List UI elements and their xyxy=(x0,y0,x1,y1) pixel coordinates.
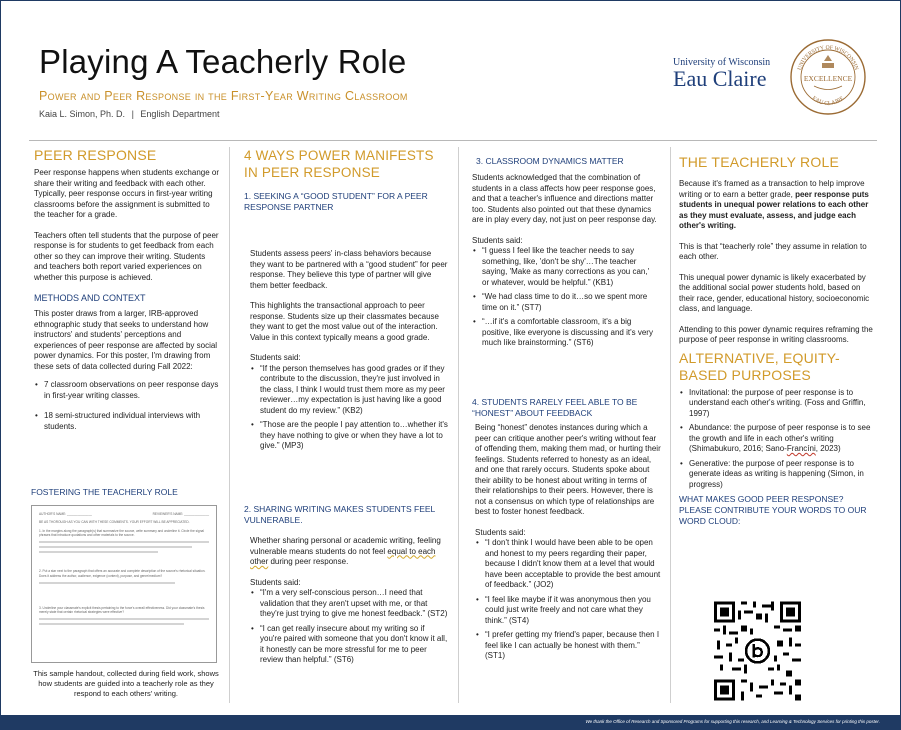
methods-paragraph: This poster draws from a larger, IRB-approved ethnographic study that seeks to understand how instructors' and students' perceptions and experiences of peer response are affected by social power dynamics. For this poster, I'm drawing from these sets of data collected during Fall 2022: xyxy=(34,309,218,371)
column-2-body xyxy=(250,249,448,456)
handout-question-3: 3. Underline your classmate's explicit thesis pertaining to the force's overall effectiveness. Did your classmate's thesis merely state that certain rhetorical strategies were effective? xyxy=(39,605,205,615)
university-seal-icon xyxy=(790,39,866,115)
list-item: • Generative: the purpose of peer response is to generate ideas as writing is happening (Simon, in progress) xyxy=(679,459,875,491)
dynamics-quotes-list xyxy=(472,246,658,349)
list-item: • Abundance: the purpose of peer response is to see the growth and life in each other's writing (Shimabukuro, 2016; Sano-Francíni, 2023) xyxy=(679,423,875,455)
quote-item: • “I feel like maybe if it was anonymous then you could just write freely and not care what they think.” (ST4) xyxy=(475,595,661,627)
heading-alternative-purposes: ALTERNATIVE, EQUITY-BASED PURPOSES xyxy=(679,349,840,383)
students-said-label: Students said: xyxy=(475,527,526,537)
poster-title: Playing A Teacherly Role xyxy=(39,43,407,80)
logo-line-eau-claire: Eau Claire xyxy=(673,66,767,91)
students-said-label: Students said: xyxy=(250,577,301,587)
honest-paragraph: Being “honest” denotes instances during which a peer can critique another peer's writing without fear of offending them, making them mad, or hurting their feelings. Students referred to honesty as an ideal, and one that rarely occurs. Students spoke about their ability to be honest about writing in terms of their relationships to their peers. However, there is not a consensus on which type of relationships are best to foster honest feedback. xyxy=(475,423,661,516)
dynamics-paragraph: Students acknowledged that the combination of students in a class affects how peer response goes, and that a teacher's influence and directions matter too. Students also pointed out that these dynamics are in play every day, not just on peer response day. xyxy=(472,173,657,224)
author-name: Kaia L. Simon, Ph. D. xyxy=(39,109,126,119)
heading-peer-response: PEER RESPONSE xyxy=(34,147,157,163)
quote-item: • “I don't think I would have been able to be open and honest to my peers regarding their paper, because I didn't know them at a level that would have been acceptable to provide the best amount of feedback.” (JO2) xyxy=(475,538,661,591)
seal-bottom-text: EAU CLAIRE xyxy=(810,95,846,108)
footer-acknowledgement: We thank the Office of Research and Sponsored Programs for supporting this research, and Learning & Technology Services for printing this poster. xyxy=(585,719,880,724)
column-3-honest-body xyxy=(475,423,661,666)
seeking-paragraph-2: This highlights the transactional approach to peer response. Students size up their classmates because they want to get the most value out of the interaction. Value in this context typically means a good grade. xyxy=(250,301,439,342)
column-2-vulnerable-body xyxy=(250,536,448,670)
logo-line-university: University of Wisconsin xyxy=(673,57,771,68)
author-line xyxy=(39,109,223,119)
heading-four-ways: 4 WAYS POWER MANIFESTS IN PEER RESPONSE xyxy=(244,148,434,180)
vulnerable-quotes-list xyxy=(250,588,448,666)
students-said-label: Students said: xyxy=(250,353,301,362)
handout-question-1: 1. In the margins along the paragraph(s) that summarize the source, write summary and underline it. Circle the signal phrases that introduce quotations and other materials to the source. xyxy=(39,529,204,538)
quote-item: • “I guess I feel like the teacher needs to say something, like, 'don't be shy'…The teacher saying, 'Make as many corrections as you can,' or whatever, would be helpful.” (KB1) xyxy=(472,246,658,288)
quote-item: • “We had class time to do it…so we spent more time on it.” (ST7) xyxy=(472,292,658,313)
teacherly-paragraph-2: This is that “teacherly role” they assume in relation to each other. xyxy=(679,241,867,261)
handout-question-2: 2. Put a star next to the paragraph that offers an accurate and complete description of the source's rhetorical situation. Does it address the author, audience, exigence (context), purpose, and genre/medium? xyxy=(39,569,206,578)
heading-honest-feedback: 4. STUDENTS RARELY FEEL ABLE TO BE “HONEST” ABOUT FEEDBACK xyxy=(472,397,638,418)
handout-reviewer-field: REVIEWER'S NAME: ______________ xyxy=(152,512,209,516)
poster-header xyxy=(1,1,901,141)
students-said-label: Students said: xyxy=(472,235,523,245)
quote-item: • “I prefer getting my friend's paper, because then I feel like I can actually be honest with them.” (ST1) xyxy=(475,630,661,662)
word-cloud-qr-code-icon[interactable] xyxy=(714,601,801,701)
quote-item: • “I can get really insecure about my writing so if you're paired with someone that you don't know it all, it honestly can be more stressful for me to peer review than helpful.” (ST6) xyxy=(250,624,448,666)
sample-handout-image xyxy=(31,505,217,663)
seeking-paragraph-1: Students assess peers' in-class behaviors because they want to be partnered with a “good student” for peer response. They believe this type of partner will give them better feedback. xyxy=(250,249,448,290)
heading-fostering: FOSTERING THE TEACHERLY ROLE xyxy=(31,487,178,497)
teacherly-paragraph-4: Attending to this power dynamic requires reframing the purpose of peer response in writing classrooms. xyxy=(679,324,873,344)
teacherly-paragraph-3: This unequal power dynamic is likely exacerbated by the additional social power students hold, based on their race, gender, educational history, socioeconomic class, and language. xyxy=(679,272,870,313)
column-4 xyxy=(679,154,875,527)
heading-word-cloud: WHAT MAKES GOOD PEER RESPONSE? PLEASE CONTRIBUTE YOUR WORDS TO OUR WORD CLOUD: xyxy=(679,494,867,526)
quote-item: • “Those are the people I pay attention to…whether it's they have nothing to give or when they have a lot to give.” (MP3) xyxy=(250,420,448,452)
handout-intro: BE AS THOROUGH AS YOU CAN WITH THESE COMMENTS. YOUR EFFORT WILL BE APPRECIATED. xyxy=(39,520,190,524)
poster-subtitle: Power and Peer Response in the First-Year Writing Classroom xyxy=(39,89,408,103)
column-divider xyxy=(458,147,459,703)
column-divider xyxy=(229,147,230,703)
list-item: • Invitational: the purpose of peer response is to understand each other's writing. (Foss and Griffin, 1997) xyxy=(679,388,875,420)
handout-caption: This sample handout, collected during field work, shows how students are guided into a teacherly role as they respond to each others' writing. xyxy=(33,669,219,698)
alternative-purposes-list xyxy=(679,388,875,491)
heading-classroom-dynamics: 3. CLASSROOM DYNAMICS MATTER xyxy=(476,156,624,166)
heading-teacherly-role: THE TEACHERLY ROLE xyxy=(679,154,839,170)
heading-vulnerable: 2. SHARING WRITING MAKES STUDENTS FEEL VULNERABLE. xyxy=(244,504,435,525)
handout-author-field: AUTHOR'S NAME: ______________ xyxy=(39,512,92,516)
list-item: • 7 classroom observations on peer response days in first-year writing classes. xyxy=(34,380,220,401)
quote-item: • “…if it's a comfortable classroom, it's a big positive, like everyone is discussing and it's very much like brainstorming.” (ST6) xyxy=(472,317,658,349)
quote-item: • “I'm a very self-conscious person…I need that validation that they aren't upset with me, or that they're just trying to give me honest feedback.” (ST2) xyxy=(250,588,448,620)
list-item: • 18 semi-structured individual interviews with students. xyxy=(34,411,220,432)
column-1 xyxy=(34,147,220,436)
column-2 xyxy=(244,147,449,213)
seal-middle-text: EXCELLENCE xyxy=(803,74,853,83)
seeking-quotes-list xyxy=(250,364,448,452)
peer-response-paragraph-2: Teachers often tell students that the purpose of peer response is for students to get feedback from each other so they can improve their writing. Students and teachers both report varied experiences on whether this purpose is achieved. xyxy=(34,230,219,282)
author-separator: | xyxy=(131,109,134,119)
column-3 xyxy=(472,156,658,353)
column-divider xyxy=(670,147,671,703)
heading-methods: METHODS AND CONTEXT xyxy=(34,293,146,303)
peer-response-paragraph-1: Peer response happens when students exchange or share their writing and feedback with each other. Typically, peer response occurs in first-year writing classrooms before the assignment is submitted to the teacher for a grade. xyxy=(34,168,220,219)
quote-item: • “If the person themselves has good grades or if they contribute to the discussion, they're just involved in the class, I think I would trust them more as my peer reviewer…my expectation is just having like a good student do my review.” (KB2) xyxy=(250,364,448,417)
methods-list xyxy=(34,380,220,432)
department-name: English Department xyxy=(140,109,220,119)
teacherly-paragraph-1: Because it's framed as a transaction to help improve writing or to earn a better grade, peer response puts students in unequal power relations to each other as they must evaluate, assess, and judge each other's writing. xyxy=(679,179,869,230)
vulnerable-paragraph: Whether sharing personal or academic writing, feeling vulnerable means students do not feel equal to each other during peer response. xyxy=(250,536,441,566)
heading-seeking-good-student: 1. SEEKING A “GOOD STUDENT” FOR A PEER RESPONSE PARTNER xyxy=(244,191,428,212)
header-divider xyxy=(29,140,877,141)
poster-footer xyxy=(1,715,901,730)
honest-quotes-list xyxy=(475,538,661,662)
seal-top-text: UNIVERSITY OF WISCONSIN xyxy=(796,44,860,71)
university-logo xyxy=(673,57,785,90)
